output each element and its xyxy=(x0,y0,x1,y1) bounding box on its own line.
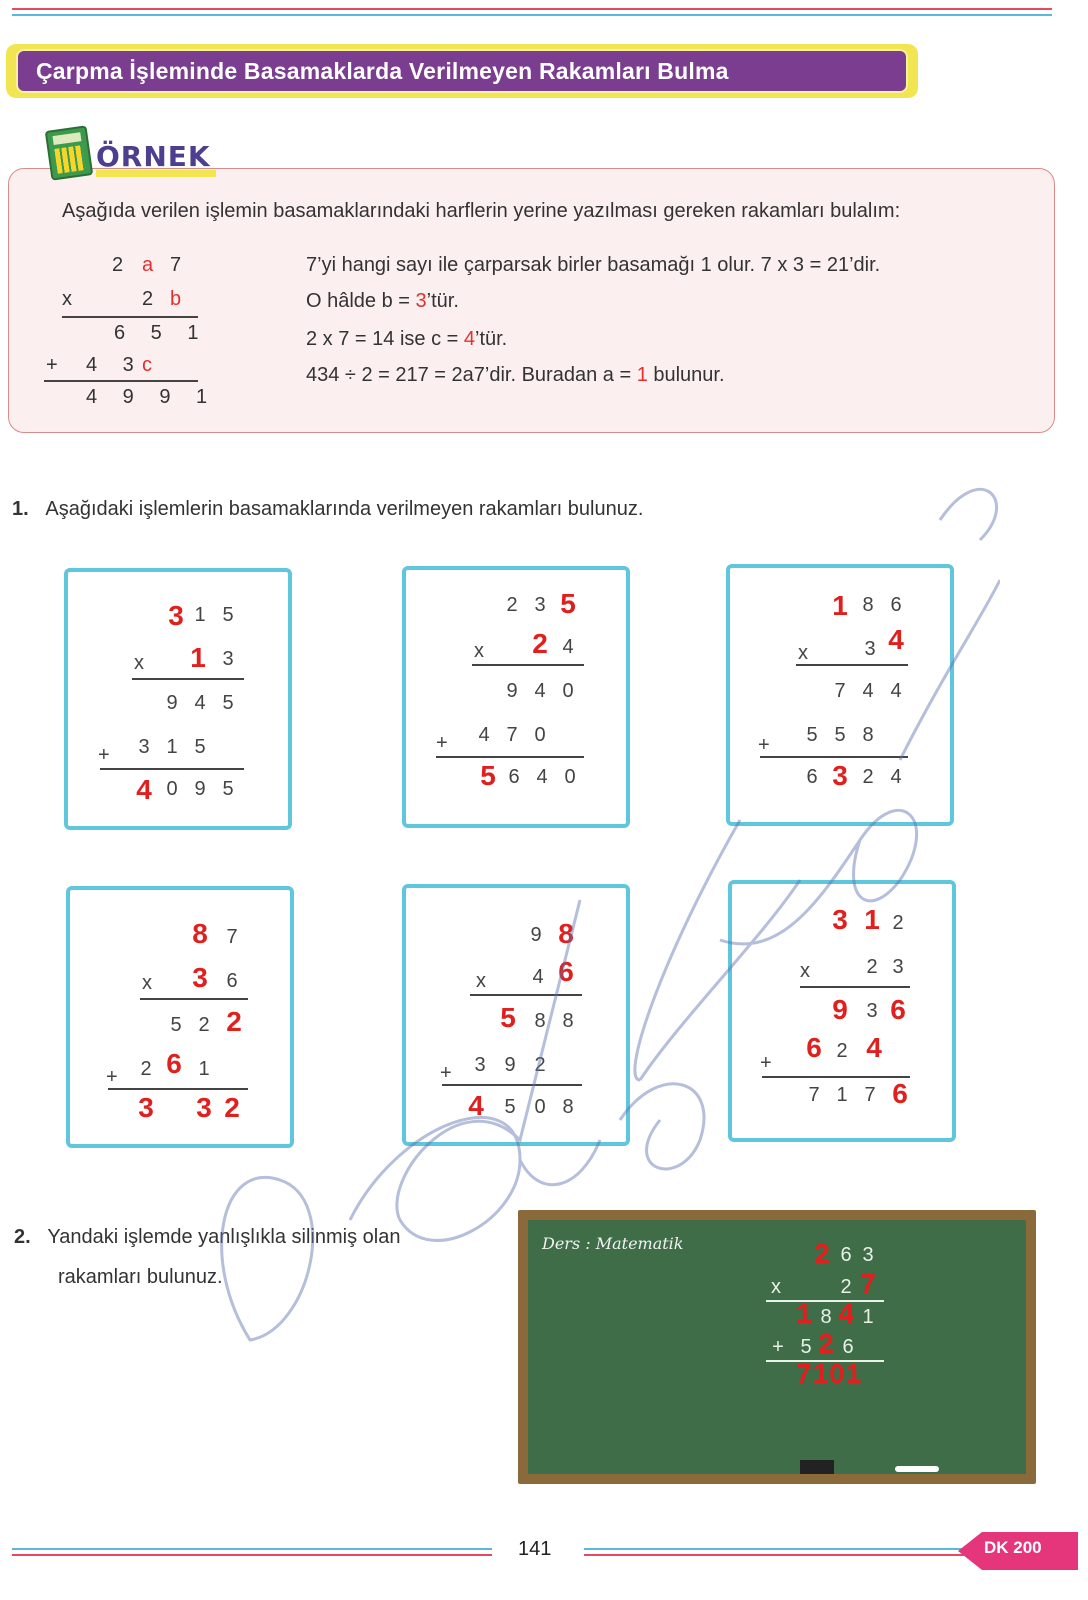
page-title: Çarpma İşleminde Basamaklarda Verilmeyen Rakamları Bulma xyxy=(16,49,908,93)
digit: 9 xyxy=(166,692,178,714)
ex-letter-c: c xyxy=(142,354,162,376)
answer-digit: 3 xyxy=(168,600,184,631)
digit: 8 xyxy=(862,724,874,746)
times-sign: x xyxy=(771,1276,781,1298)
digit: 2 xyxy=(506,594,518,616)
digit: 3 xyxy=(862,1244,874,1266)
digit: 8 xyxy=(562,1010,574,1032)
digit: 4 xyxy=(890,766,902,788)
answer-digit: 6 xyxy=(806,1032,822,1063)
answer-digit: 6 xyxy=(166,1048,182,1079)
digit: 8 xyxy=(534,1010,546,1032)
digit: 8 xyxy=(820,1306,832,1328)
footer-rule xyxy=(12,1548,492,1550)
answer-digit: 2 xyxy=(532,628,548,659)
question-2: 2. Yandaki işlemde yanlışlıkla silinmiş olan xyxy=(14,1226,401,1248)
digit: 0 xyxy=(534,1096,546,1118)
answer-digit: 1 xyxy=(190,642,206,673)
question-2-line2: rakamları bulunuz. xyxy=(58,1266,223,1288)
digit: 4 xyxy=(478,724,490,746)
answer-digit: 3 xyxy=(138,1092,154,1123)
ex-letter-b: b xyxy=(170,288,192,310)
plus-sign: + xyxy=(760,1052,772,1074)
top-rule-blue xyxy=(12,14,1052,16)
times-sign: x xyxy=(798,642,808,664)
answer-digit: 1 xyxy=(796,1298,812,1329)
times-sign: x xyxy=(474,640,484,662)
plus-sign: + xyxy=(46,354,68,376)
digit: 5 xyxy=(222,692,234,714)
answer-digit: 6 xyxy=(890,994,906,1025)
ex-explain-4: 434 ÷ 2 = 217 = 2a7’dir. Buradan a = 1 bulunur. xyxy=(306,364,725,386)
plus-sign: + xyxy=(436,732,448,754)
digit: 4 xyxy=(534,680,546,702)
answer-digit: 4 xyxy=(888,624,904,655)
plus-sign: + xyxy=(98,744,110,766)
answer-digit: 7 xyxy=(860,1268,876,1299)
answer-digit: 3 xyxy=(832,904,848,935)
example-instruction: Aşağıda verilen işlemin basamaklarındaki harflerin yerine yazılması gereken rakamları bulalım: xyxy=(62,200,901,222)
plus-sign: + xyxy=(772,1336,784,1358)
digit: 3 xyxy=(474,1054,486,1076)
answer-digit: 8 xyxy=(558,918,574,949)
digit: 5 xyxy=(504,1096,516,1118)
digit: 9 xyxy=(530,924,542,946)
digit: 6 xyxy=(840,1244,852,1266)
digit: 3 xyxy=(222,648,234,670)
digit: 6 xyxy=(890,594,902,616)
calculator-icon xyxy=(45,125,94,180)
ex-digit: 7 xyxy=(170,254,192,276)
question-1: 1. Aşağıdaki işlemlerin basamaklarında verilmeyen rakamları bulunuz. xyxy=(12,498,644,520)
answer-digit: 3 xyxy=(832,760,848,791)
ex-result: 4 9 9 1 xyxy=(86,386,218,408)
digit: 1 xyxy=(836,1084,848,1106)
digit: 0 xyxy=(564,766,576,788)
answer-digit: 2 xyxy=(224,1092,240,1123)
digit: 7 xyxy=(834,680,846,702)
page-number: 141 xyxy=(518,1538,552,1560)
digit: 1 xyxy=(198,1058,210,1080)
digit: 5 xyxy=(800,1336,812,1358)
chalk-icon xyxy=(895,1466,939,1472)
answer-digit: 6 xyxy=(892,1078,908,1109)
digit: 4 xyxy=(862,680,874,702)
footer-rule xyxy=(584,1548,964,1550)
digit: 7 xyxy=(226,926,238,948)
digit: 7 xyxy=(808,1084,820,1106)
answer-digit: 5 xyxy=(480,760,496,791)
digit: 4 xyxy=(194,692,206,714)
answer-digit: 9 xyxy=(832,994,848,1025)
times-sign: x xyxy=(476,970,486,992)
digit: 0 xyxy=(562,680,574,702)
answer-digit: 2 xyxy=(818,1328,834,1359)
digit: 1 xyxy=(862,1306,874,1328)
digit: 8 xyxy=(562,1096,574,1118)
answer-digit: 1 xyxy=(832,590,848,621)
digit: 6 xyxy=(842,1336,854,1358)
answer-digit: 4 xyxy=(468,1090,484,1121)
digit: 6 xyxy=(806,766,818,788)
digit: 2 xyxy=(862,766,874,788)
dk-tag: DK 200 xyxy=(984,1538,1042,1557)
answer-digit: 4 xyxy=(838,1298,854,1329)
answer-digit: 1 xyxy=(864,904,880,935)
digit: 2 xyxy=(140,1058,152,1080)
answer-digit: 5 xyxy=(500,1002,516,1033)
eraser-icon xyxy=(800,1460,834,1474)
answer-digit: 6 xyxy=(558,956,574,987)
ex-partial-2: 4 3 xyxy=(86,354,144,376)
digit: 7 xyxy=(506,724,518,746)
watermark-signature xyxy=(100,260,1000,1420)
example-label: ÖRNEK xyxy=(96,140,211,173)
answer-digit: 8 xyxy=(192,918,208,949)
top-rule-red xyxy=(12,8,1052,10)
ex-explain-2: O hâlde b = 3’tür. xyxy=(306,290,459,312)
plus-sign: + xyxy=(758,734,770,756)
ex-explain-3: 2 x 7 = 14 ise c = 4’tür. xyxy=(306,328,508,350)
digit: 5 xyxy=(170,1014,182,1036)
answer-digit: 2 xyxy=(814,1238,830,1269)
digit: 3 xyxy=(534,594,546,616)
digit: 1 xyxy=(194,604,206,626)
digit: 0 xyxy=(166,778,178,800)
answer-digit: 2 xyxy=(226,1006,242,1037)
ex-letter-a: a xyxy=(142,254,164,276)
digit: 2 xyxy=(840,1276,852,1298)
digit: 9 xyxy=(506,680,518,702)
answer-digit: 4 xyxy=(136,774,152,805)
ex-digit: 2 xyxy=(142,288,164,310)
digit: 2 xyxy=(198,1014,210,1036)
digit: 3 xyxy=(892,956,904,978)
ex-digit: 2 xyxy=(112,254,134,276)
digit: 3 xyxy=(138,736,150,758)
digit: 4 xyxy=(532,966,544,988)
digit: 6 xyxy=(508,766,520,788)
digit: 4 xyxy=(562,636,574,658)
footer-rule xyxy=(12,1554,492,1556)
board-header: Ders : Matematik xyxy=(542,1234,684,1253)
digit: 8 xyxy=(862,594,874,616)
digit: 0 xyxy=(534,724,546,746)
digit: 4 xyxy=(890,680,902,702)
answer-digit: 5 xyxy=(560,588,576,619)
times-sign: x xyxy=(142,972,152,994)
digit: 7 xyxy=(864,1084,876,1106)
digit: 1 xyxy=(166,736,178,758)
times-sign: x xyxy=(800,960,810,982)
board-result: 7101 xyxy=(796,1358,863,1389)
times-sign: x xyxy=(62,288,82,310)
ex-explain-1: 7’yi hangi sayı ile çarparsak birler basamağı 1 olur. 7 x 3 = 21’dir. xyxy=(306,254,881,276)
digit: 5 xyxy=(834,724,846,746)
digit: 2 xyxy=(836,1040,848,1062)
digit: 3 xyxy=(864,638,876,660)
answer-digit: 3 xyxy=(192,962,208,993)
digit: 5 xyxy=(222,604,234,626)
digit: 5 xyxy=(806,724,818,746)
digit: 9 xyxy=(504,1054,516,1076)
times-sign: x xyxy=(134,652,144,674)
plus-sign: + xyxy=(440,1062,452,1084)
plus-sign: + xyxy=(106,1066,118,1088)
ex-partial-1: 6 5 1 xyxy=(114,322,209,344)
digit: 5 xyxy=(194,736,206,758)
digit: 4 xyxy=(536,766,548,788)
answer-digit: 4 xyxy=(866,1032,882,1063)
digit: 6 xyxy=(226,970,238,992)
footer-rule xyxy=(584,1554,964,1556)
digit: 9 xyxy=(194,778,206,800)
digit: 2 xyxy=(892,912,904,934)
digit: 5 xyxy=(222,778,234,800)
digit: 2 xyxy=(534,1054,546,1076)
digit: 2 xyxy=(866,956,878,978)
answer-digit: 3 xyxy=(196,1092,212,1123)
digit: 3 xyxy=(866,1000,878,1022)
